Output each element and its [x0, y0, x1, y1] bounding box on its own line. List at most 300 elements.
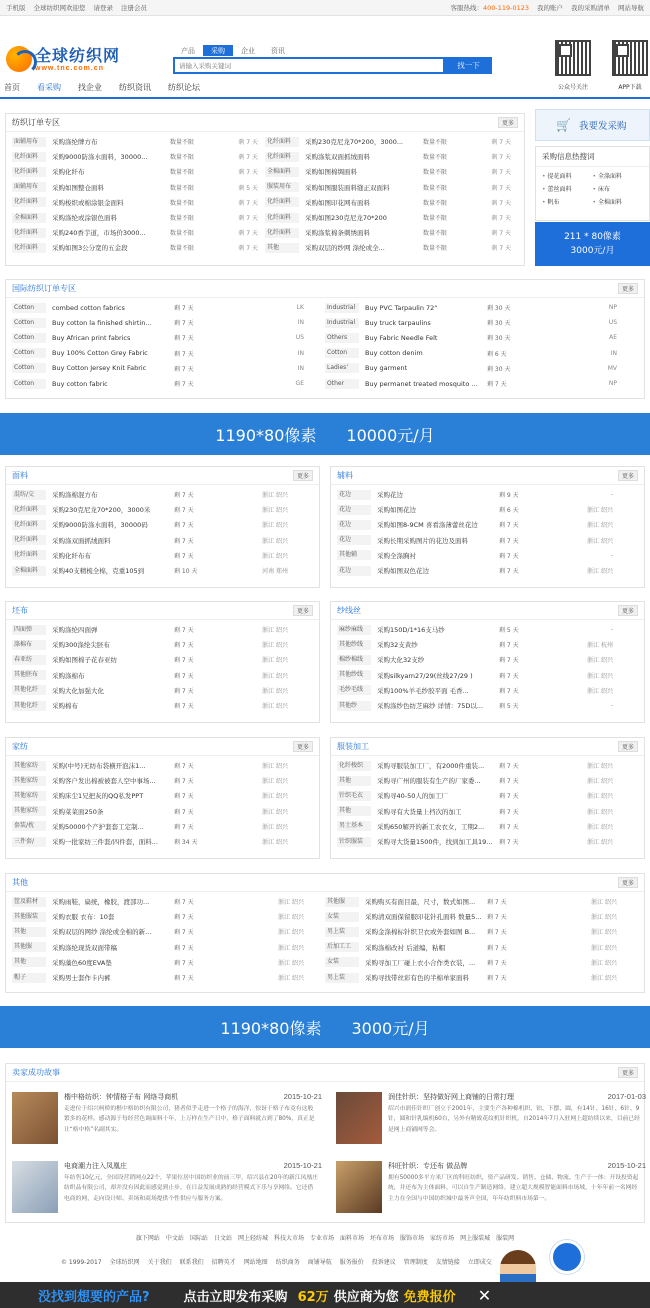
category-tag[interactable]: 棉纱棉线 — [337, 655, 371, 665]
item-title[interactable]: 采购100%羊毛纱胶平面 毛香... — [377, 686, 469, 695]
item-title[interactable]: 采购购买有面目最，尺寸，数式如图... — [365, 898, 476, 907]
category-tag[interactable]: 其他服 — [12, 942, 46, 952]
item-title[interactable]: 采购金涤棉标针织卫衣或外套如图 B... — [365, 928, 476, 937]
item-title[interactable]: 采购如图印花网布面料 — [305, 198, 370, 207]
login-link[interactable]: 请登录 — [93, 4, 113, 12]
category-tag[interactable]: 春亚纺 — [12, 655, 46, 665]
category-tag[interactable]: Cotton — [325, 348, 359, 358]
list-item[interactable] — [12, 940, 325, 955]
list-item[interactable] — [12, 195, 265, 210]
category-tag[interactable]: 化纤面料 — [12, 228, 46, 238]
category-tag[interactable]: 其他胚布 — [12, 670, 46, 680]
list-item[interactable] — [337, 517, 638, 532]
item-title[interactable]: 采购花边 — [377, 491, 403, 500]
item-title[interactable]: 采购全涤胸衬 — [377, 551, 416, 560]
item-title[interactable]: 采购涤纶牌方布 — [52, 138, 98, 147]
more-button[interactable]: 更多 — [293, 470, 313, 481]
category-tag[interactable]: 毛纱毛线 — [337, 685, 371, 695]
list-item[interactable] — [12, 955, 325, 970]
list-item[interactable] — [337, 637, 638, 652]
category-tag[interactable]: 男士基本 — [337, 821, 371, 831]
category-tag[interactable]: Cotton — [12, 363, 46, 373]
list-item[interactable] — [12, 517, 313, 532]
category-tag[interactable]: 化纤面料 — [265, 137, 299, 147]
list-item[interactable] — [12, 361, 325, 376]
category-tag[interactable]: 其他家纺 — [12, 761, 46, 771]
story-item[interactable] — [336, 1092, 646, 1144]
list-item[interactable] — [265, 225, 518, 240]
mobile-link[interactable]: 手机版 — [6, 4, 26, 12]
list-item[interactable] — [325, 955, 638, 970]
footer-link[interactable]: 专业市场 — [309, 1235, 334, 1242]
category-tag[interactable]: 其他服 — [325, 897, 359, 907]
story-item[interactable] — [12, 1092, 322, 1144]
more-button[interactable]: 更多 — [618, 283, 638, 294]
search-tab-product[interactable]: 产品 — [181, 47, 195, 55]
item-title[interactable]: 采购菜菜面250条 — [52, 807, 104, 816]
item-title[interactable]: Buy cotton denim — [365, 349, 423, 358]
list-item[interactable] — [265, 210, 518, 225]
item-title[interactable]: 采购50000个产护套套工定制... — [52, 822, 144, 831]
list-item[interactable] — [12, 210, 265, 225]
my-purchase-link[interactable]: 我的采购清单 — [571, 4, 610, 12]
footer-link[interactable]: 中文站 — [165, 1235, 184, 1242]
list-item[interactable] — [12, 819, 313, 834]
footer-link[interactable]: 网上服装城 — [460, 1235, 491, 1242]
item-title[interactable]: 采购清双面保留服印花针孔面料 数量5... — [365, 913, 482, 922]
ad-banner-2[interactable] — [0, 1006, 650, 1048]
item-title[interactable]: Buy permanet treated mosquito ... — [365, 379, 478, 388]
list-item[interactable] — [337, 487, 638, 502]
category-tag[interactable]: 面辅用布 — [12, 137, 46, 147]
item-title[interactable]: 采购化纤布 — [52, 168, 85, 177]
item-title[interactable]: 采购双层的网纱 涤纶或全棉的新... — [52, 928, 152, 937]
list-item[interactable] — [12, 149, 265, 164]
footer-link[interactable]: 坯布市场 — [370, 1235, 395, 1242]
list-item[interactable] — [265, 180, 518, 195]
search-tab-company[interactable]: 企业 — [241, 47, 255, 55]
side-ad-banner[interactable] — [535, 222, 650, 266]
category-tag[interactable]: 化纤面料 — [12, 152, 46, 162]
list-item[interactable] — [265, 134, 518, 149]
list-item[interactable] — [12, 346, 325, 361]
nav-purchase[interactable]: 看采购 — [37, 82, 70, 99]
item-title[interactable]: 采购雨鞋，扁统，橡胶，渡部功... — [52, 898, 150, 907]
category-tag[interactable]: Industrial — [325, 318, 359, 328]
list-item[interactable] — [325, 924, 638, 939]
category-tag[interactable]: 其他 — [265, 243, 299, 253]
list-item[interactable] — [325, 361, 638, 376]
hot-search-item[interactable]: • 全棉面料 — [593, 196, 644, 209]
bottom-publish-bar[interactable] — [0, 1282, 650, 1308]
list-item[interactable] — [325, 940, 638, 955]
item-title[interactable]: 采购如图8-9CM 喜看涤薄蕾丝花边 — [377, 521, 478, 530]
search-tab-news[interactable]: 资讯 — [271, 47, 285, 55]
category-tag[interactable]: 花边 — [337, 520, 371, 530]
footer-link[interactable]: 网上轻纺城 — [237, 1235, 268, 1242]
item-title[interactable]: 采购藻色60度EVA垫 — [52, 958, 112, 967]
list-item[interactable] — [337, 683, 638, 698]
item-title[interactable]: 采购一批家纺三件套/四件套，面料... — [52, 838, 158, 847]
list-item[interactable] — [12, 180, 265, 195]
category-tag[interactable]: 化纤面料 — [265, 228, 299, 238]
list-item[interactable] — [12, 548, 313, 563]
item-title[interactable]: 采购大化加强大化 — [52, 686, 104, 695]
category-tag[interactable]: 其他纱线 — [337, 640, 371, 650]
hot-search-item[interactable]: • 帆布 — [542, 196, 593, 209]
category-tag[interactable]: Cotton — [12, 348, 46, 358]
category-tag[interactable]: 三件套/ — [12, 837, 46, 847]
list-item[interactable] — [12, 924, 325, 939]
category-tag[interactable]: 化纤面料 — [265, 197, 299, 207]
more-button[interactable]: 更多 — [498, 117, 518, 128]
item-title[interactable]: 采购如图230克尼龙70*200 — [305, 214, 387, 223]
list-item[interactable] — [337, 698, 638, 713]
list-item[interactable] — [12, 376, 325, 391]
category-tag[interactable]: 男上装 — [325, 927, 359, 937]
hot-search-item[interactable]: • 床布 — [593, 183, 644, 196]
item-title[interactable]: 采购长期采购图片的花边及面料 — [377, 536, 468, 545]
footer-link[interactable]: 日文站 — [213, 1235, 232, 1242]
category-tag[interactable]: 其他辅 — [337, 550, 371, 560]
search-input[interactable] — [173, 57, 445, 74]
item-title[interactable]: Buy Cotton Jersey Knit Fabric — [52, 364, 147, 373]
item-title[interactable]: 采购如图双色花边 — [377, 567, 429, 576]
item-title[interactable]: 采购650解开的新工农衣女，工期2... — [377, 822, 485, 831]
category-tag[interactable]: 其他家纺 — [12, 806, 46, 816]
footer-link[interactable]: 科技大市场 — [273, 1235, 304, 1242]
list-item[interactable] — [325, 376, 638, 391]
item-title[interactable]: Buy African print fabrics — [52, 333, 131, 342]
list-item[interactable] — [12, 668, 313, 683]
list-item[interactable] — [337, 652, 638, 667]
item-title[interactable]: 采购寻有大货量上档次的加工 — [377, 807, 462, 816]
list-item[interactable] — [337, 819, 638, 834]
item-title[interactable]: 采购silkyarn27/29(丝线27/29 ) — [377, 671, 473, 680]
category-tag[interactable]: 其他家纺 — [12, 791, 46, 801]
site-nav-link[interactable]: 网站导航 — [618, 4, 644, 12]
category-tag[interactable]: 其他 — [12, 957, 46, 967]
footer-link[interactable]: 旗下网站 — [135, 1235, 160, 1242]
item-title[interactable]: 采购150D/1*16支马纱 — [377, 626, 445, 635]
story-title[interactable]: 楷中格纺织：钟情格子布 网络寻商机 — [64, 1093, 179, 1101]
item-title[interactable]: 采购40支精梳全棉，克重105到 — [52, 567, 145, 576]
category-tag[interactable]: Other — [325, 379, 359, 389]
list-item[interactable] — [12, 804, 313, 819]
footer-link[interactable]: 服务报价 — [339, 1259, 364, 1266]
category-tag[interactable]: 花边 — [337, 566, 371, 576]
more-button[interactable]: 更多 — [618, 470, 638, 481]
category-tag[interactable]: 全棉面料 — [12, 566, 46, 576]
item-title[interactable]: Buy cotton la finished shirtin... — [52, 318, 152, 327]
category-tag[interactable]: 帽子 — [12, 973, 46, 983]
category-tag[interactable]: Cotton — [12, 379, 46, 389]
footer-link[interactable]: 服饰市场 — [400, 1235, 425, 1242]
category-tag[interactable]: 化纤面料 — [265, 152, 299, 162]
nav-home[interactable]: 首页 — [4, 83, 20, 92]
list-item[interactable] — [12, 909, 325, 924]
more-button[interactable]: 更多 — [293, 741, 313, 752]
publish-purchase-button[interactable] — [535, 109, 650, 141]
list-item[interactable] — [12, 330, 325, 345]
nav-company[interactable]: 找企业 — [78, 83, 102, 92]
list-item[interactable] — [12, 533, 313, 548]
category-tag[interactable]: 混纺/交 — [12, 490, 46, 500]
item-title[interactable]: 采购寻40-50人的加工厂 — [377, 792, 448, 801]
nav-forum[interactable]: 纺织论坛 — [168, 83, 200, 92]
category-tag[interactable]: 服装用布 — [265, 182, 299, 192]
item-title[interactable]: 采购大化32支纱 — [377, 656, 425, 665]
footer-link[interactable]: 关于我们 — [147, 1259, 172, 1266]
footer-link[interactable]: 网站地图 — [243, 1259, 268, 1266]
list-item[interactable] — [325, 970, 638, 985]
item-title[interactable]: 采购如图棉子花春亚纺 — [52, 656, 117, 665]
phone-contact-icon[interactable] — [550, 1240, 584, 1274]
item-title[interactable]: 采购涤纶四面弹 — [52, 626, 98, 635]
more-button[interactable]: 更多 — [618, 605, 638, 616]
category-tag[interactable]: 花边 — [337, 535, 371, 545]
list-item[interactable] — [337, 622, 638, 637]
category-tag[interactable]: 化纤面料 — [12, 243, 46, 253]
item-title[interactable]: Buy cotton fabric — [52, 379, 108, 388]
register-link[interactable]: 注册会员 — [121, 4, 147, 12]
category-tag[interactable]: 其他家纺 — [12, 776, 46, 786]
list-item[interactable] — [265, 240, 518, 255]
category-tag[interactable]: 其他纱线 — [337, 670, 371, 680]
category-tag[interactable]: 麻纱麻线 — [337, 625, 371, 635]
list-item[interactable] — [337, 788, 638, 803]
item-title[interactable]: 采购涤棉布 — [52, 671, 85, 680]
category-tag[interactable]: Cotton — [12, 333, 46, 343]
category-tag[interactable]: Cotton — [12, 303, 46, 313]
category-tag[interactable]: Industrial — [325, 303, 359, 313]
list-item[interactable] — [12, 563, 313, 578]
category-tag[interactable]: 针织毛衣 — [337, 791, 371, 801]
search-button[interactable]: 找一下 — [445, 57, 492, 74]
item-title[interactable]: 采购寻广州的服装有生产的厂家委... — [377, 777, 481, 786]
footer-link[interactable]: 国际站 — [189, 1235, 208, 1242]
item-title[interactable]: Buy 100% Cotton Grey Fabric — [52, 349, 148, 358]
item-title[interactable]: 采购涤双面抓绒面料 — [52, 536, 111, 545]
category-tag[interactable]: 女装 — [325, 912, 359, 922]
list-item[interactable] — [337, 773, 638, 788]
category-tag[interactable]: 全棉面料 — [265, 167, 299, 177]
list-item[interactable] — [265, 195, 518, 210]
list-item[interactable] — [12, 758, 313, 773]
category-tag[interactable]: 化纤面料 — [12, 550, 46, 560]
category-tag[interactable]: Others — [325, 333, 359, 343]
search-tab-purchase[interactable]: 采购 — [203, 45, 233, 56]
list-item[interactable] — [12, 637, 313, 652]
footer-link[interactable]: 家纺市场 — [430, 1235, 455, 1242]
item-title[interactable]: 采购寻加工厂碰上衣小合作类衣装，... — [365, 958, 476, 967]
item-title[interactable]: 采购床尘1兄把灰的QQ私发PPT — [52, 792, 144, 801]
list-item[interactable] — [337, 804, 638, 819]
category-tag[interactable]: 花边 — [337, 505, 371, 515]
site-logo[interactable] — [6, 46, 120, 72]
item-title[interactable]: Buy PVC Tarpaulin 72" — [365, 303, 438, 312]
list-item[interactable] — [12, 894, 325, 909]
list-item[interactable] — [337, 834, 638, 849]
category-tag[interactable]: 化纤面料 — [12, 535, 46, 545]
item-title[interactable]: 采购如图棉绸面料 — [305, 168, 357, 177]
list-item[interactable] — [12, 698, 313, 713]
footer-link[interactable]: 纺织商务 — [275, 1259, 300, 1266]
list-item[interactable] — [12, 970, 325, 985]
item-title[interactable]: 采购如图3公分宽的五金段 — [52, 244, 128, 253]
category-tag[interactable]: 其他化纤 — [12, 701, 46, 711]
list-item[interactable] — [12, 834, 313, 849]
category-tag[interactable]: 针织服装 — [337, 837, 371, 847]
item-title[interactable]: 采购寻找带丝彩有色的半棉单家面料 — [365, 974, 469, 983]
category-tag[interactable]: 女装 — [325, 957, 359, 967]
list-item[interactable] — [337, 668, 638, 683]
item-title[interactable]: 采购涤纶现货双面带稿 — [52, 943, 117, 952]
more-button[interactable]: 更多 — [618, 741, 638, 752]
item-title[interactable]: 采购230克尼龙70*200，3000米 — [52, 506, 151, 515]
item-title[interactable]: 采购如图服装面料缝正双面料 — [305, 183, 390, 192]
list-item[interactable] — [337, 502, 638, 517]
list-item[interactable] — [12, 773, 313, 788]
footer-link[interactable]: 投诉建议 — [371, 1259, 396, 1266]
footer-link[interactable]: 友情链接 — [435, 1259, 460, 1266]
list-item[interactable] — [12, 134, 265, 149]
footer-link[interactable]: 立即成交 — [467, 1259, 492, 1266]
list-item[interactable] — [12, 164, 265, 179]
hot-search-item[interactable]: • 提花面料 — [542, 170, 593, 183]
item-title[interactable]: 采购32支黄纱 — [377, 641, 418, 650]
category-tag[interactable]: 其他服装 — [12, 912, 46, 922]
close-icon[interactable]: ✕ — [477, 1285, 492, 1305]
more-button[interactable]: 更多 — [293, 605, 313, 616]
list-item[interactable] — [325, 346, 638, 361]
footer-link[interactable]: 商铺导航 — [307, 1259, 332, 1266]
item-title[interactable]: Buy truck tarpaulins — [365, 318, 431, 327]
item-title[interactable]: 采购9000防涤水面料，30000... — [52, 153, 148, 162]
list-item[interactable] — [12, 502, 313, 517]
footer-link[interactable]: 联系我们 — [179, 1259, 204, 1266]
category-tag[interactable]: 筐及鞋材 — [12, 897, 46, 907]
item-title[interactable]: 采购涤纱色纺芝麻纱 详情：75D以... — [377, 702, 484, 711]
list-item[interactable] — [12, 225, 265, 240]
item-title[interactable]: 采购双层的纱网 涤纶或全... — [305, 244, 385, 253]
story-title[interactable]: 电商潮力注入凤凰庄 — [64, 1162, 127, 1170]
category-tag[interactable]: 全棉面料 — [12, 213, 46, 223]
category-tag[interactable]: 其他化纤 — [12, 685, 46, 695]
item-title[interactable]: 采购寻服装加工厂，有2000件重装... — [377, 762, 485, 771]
category-tag[interactable]: 其他 — [12, 927, 46, 937]
list-item[interactable] — [12, 683, 313, 698]
story-item[interactable] — [336, 1161, 646, 1213]
item-title[interactable]: combed cotton fabrics — [52, 303, 125, 312]
category-tag[interactable]: 花边 — [337, 490, 371, 500]
footer-link[interactable]: 服装网 — [496, 1235, 515, 1242]
category-tag[interactable]: 涤棉布 — [12, 640, 46, 650]
category-tag[interactable]: 四面弹 — [12, 625, 46, 635]
category-tag[interactable]: 化纤面料 — [265, 213, 299, 223]
item-title[interactable]: 采购男士套作卡内裤 — [52, 974, 111, 983]
list-item[interactable] — [12, 622, 313, 637]
category-tag[interactable]: 套装/枕 — [12, 821, 46, 831]
category-tag[interactable]: 后加工工 — [325, 942, 359, 952]
list-item[interactable] — [337, 758, 638, 773]
nav-news[interactable]: 纺织资讯 — [119, 83, 151, 92]
list-item[interactable] — [12, 788, 313, 803]
category-tag[interactable]: 化纤面料 — [12, 167, 46, 177]
item-title[interactable]: 采购棉布 — [52, 702, 78, 711]
list-item[interactable] — [325, 330, 638, 345]
list-item[interactable] — [337, 533, 638, 548]
category-tag[interactable]: 其他 — [337, 806, 371, 816]
footer-link[interactable]: 面料市场 — [340, 1235, 365, 1242]
item-title[interactable]: 采购涤浆棉条刺绣面料 — [305, 229, 370, 238]
item-title[interactable]: Buy garment — [365, 364, 408, 373]
item-title[interactable]: 采购涤纶或涂银色面料 — [52, 214, 117, 223]
item-title[interactable]: 采购化纤布布 — [52, 551, 91, 560]
item-title[interactable]: 采购300涤纶尖胚布 — [52, 641, 110, 650]
list-item[interactable] — [265, 149, 518, 164]
story-item[interactable] — [12, 1161, 322, 1213]
list-item[interactable] — [12, 240, 265, 255]
item-title[interactable]: 采购如图整仓面料 — [52, 183, 104, 192]
story-title[interactable]: 科旺针织：专还布 做品牌 — [388, 1162, 468, 1170]
item-title[interactable]: 采购寻大货量1500件，找到加工具19... — [377, 838, 493, 847]
category-tag[interactable]: 化纤梭织 — [337, 761, 371, 771]
footer-link[interactable]: 招聘英才 — [211, 1259, 236, 1266]
item-title[interactable]: Buy Fabric Needle Felt — [365, 333, 438, 342]
list-item[interactable] — [325, 300, 638, 315]
list-item[interactable] — [265, 164, 518, 179]
item-title[interactable]: 采购客户发出棉被被套人空中事场... — [52, 777, 156, 786]
bottom-bar-cta[interactable]: 点击立即发布采购 — [183, 1289, 288, 1305]
item-title[interactable]: 采购衣服 衣布：10套 — [52, 913, 115, 922]
list-item[interactable] — [325, 909, 638, 924]
item-title[interactable]: 采购240香芋道，市场价3000... — [52, 229, 146, 238]
category-tag[interactable]: 化纤面料 — [12, 197, 46, 207]
category-tag[interactable]: Ladies' — [325, 363, 359, 373]
category-tag[interactable]: 化纤面料 — [12, 505, 46, 515]
footer-link[interactable]: 管理制度 — [403, 1259, 428, 1266]
more-button[interactable]: 更多 — [618, 1067, 638, 1078]
list-item[interactable] — [12, 300, 325, 315]
list-item[interactable] — [325, 315, 638, 330]
more-button[interactable]: 更多 — [618, 877, 638, 888]
category-tag[interactable]: Cotton — [12, 318, 46, 328]
list-item[interactable] — [325, 894, 638, 909]
category-tag[interactable]: 化纤面料 — [12, 520, 46, 530]
category-tag[interactable]: 男上装 — [325, 973, 359, 983]
item-title[interactable]: 采购涤浆双面抓绒面料 — [305, 153, 370, 162]
list-item[interactable] — [12, 315, 325, 330]
list-item[interactable] — [12, 652, 313, 667]
list-item[interactable] — [337, 563, 638, 578]
category-tag[interactable]: 其他纱 — [337, 701, 371, 711]
category-tag[interactable]: 面辅用布 — [12, 182, 46, 192]
list-item[interactable] — [337, 548, 638, 563]
item-title[interactable]: 采购230克尼龙70*200，3000... — [305, 138, 404, 147]
item-title[interactable]: 采购涤棉改衬 后道编，粘帽 — [365, 943, 446, 952]
item-title[interactable]: 采购(中号)无纺布袋横开泡沫1... — [52, 762, 146, 771]
item-title[interactable]: 采购如图花边 — [377, 506, 416, 515]
item-title[interactable]: 采购涤棉混方布 — [52, 491, 98, 500]
hot-search-item[interactable]: • 蕾丝面料 — [542, 183, 593, 196]
hot-search-item[interactable]: • 全涤面料 — [593, 170, 644, 183]
my-account-link[interactable]: 我的账户 — [537, 4, 563, 12]
item-title[interactable]: 采购梭织或棉涂银金面料 — [52, 198, 124, 207]
ad-banner-1[interactable] — [0, 413, 650, 455]
category-tag[interactable]: 其他 — [337, 776, 371, 786]
story-title[interactable]: 润佳针织：坚持做好网上商铺的日常打理 — [388, 1093, 514, 1101]
